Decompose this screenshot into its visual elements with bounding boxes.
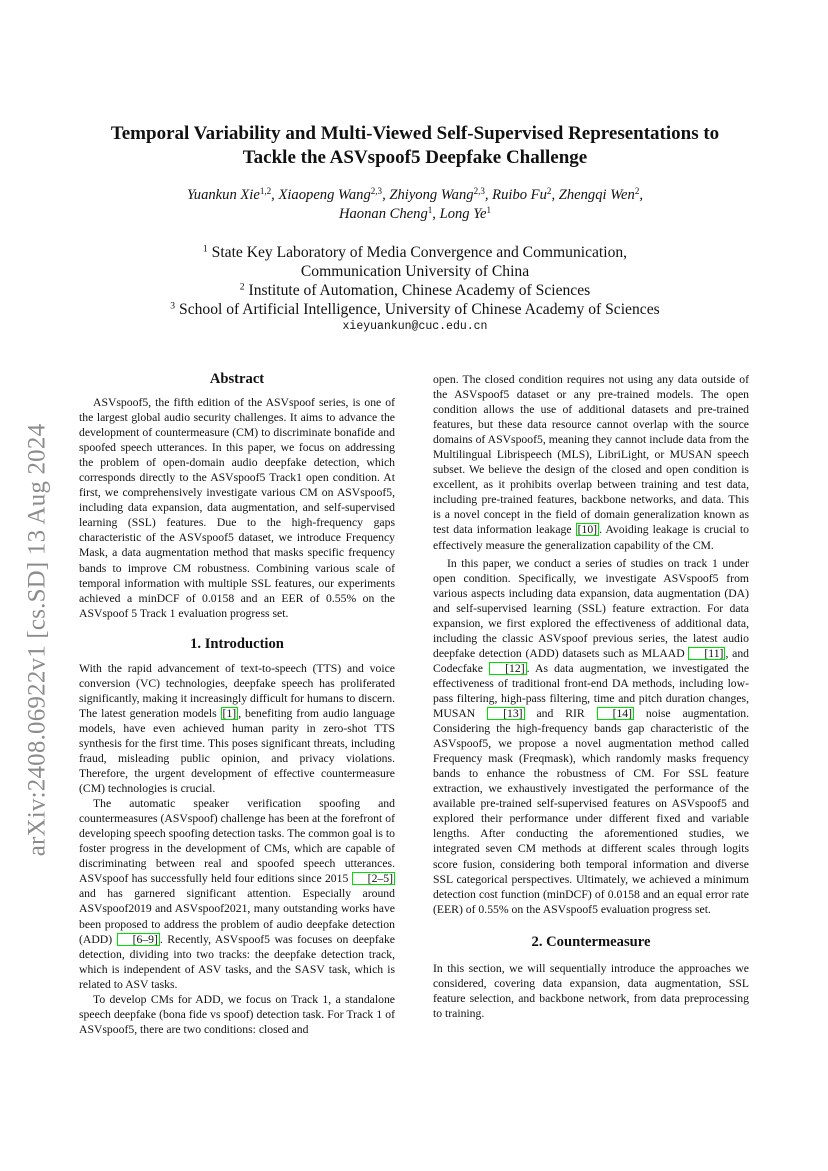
affiliation-2 [80, 281, 750, 300]
affiliation-number: 2 [239, 281, 245, 293]
affiliation-list [80, 243, 750, 319]
author-affiliation-mark: 1 [427, 205, 433, 216]
author-name: Zhengqi Wen [558, 187, 635, 203]
author-affiliation-mark: 2,3 [473, 186, 485, 197]
paper-title [80, 122, 750, 170]
contact-email: xieyuankun@cuc.edu.cn [342, 320, 488, 333]
affiliation-number: 3 [170, 300, 176, 312]
citation-link[interactable]: [10] [577, 523, 598, 537]
author-line-2: Haonan Cheng$^1$, Long Ye$^1$ [338, 205, 492, 222]
intro-paragraph-4: open. The closed condition requires not using any data outside of the ASVspoof5 dataset or any pre-trained models. The open condition allows the use of additional datasets and pre-trained features, but these data resource cannot overlap with the source domains of ASVspoof5, meaning they cannot include data from the Multilingual Librispeech (MLS), LibriLight, or MUSAN speech subset. We believe the design of the closed and open condition is excellent, as it prohibits overlap between training and test data, including pre-trained features, backbone networks, and data. This is a novel concept in the field of domain generalization known as test data information leakage [10] . Avoiding leakage is crucial to effectively measure the generalization capability of the CM. [433, 373, 749, 552]
right-column [433, 372, 749, 1021]
paper-title-line-2: Tackle the ASVspoof5 Deepfake Challenge [242, 147, 588, 168]
citation-link[interactable]: [1] [222, 706, 237, 720]
countermeasure-heading: 2. Countermeasure [531, 933, 651, 950]
author-list [80, 186, 750, 224]
intro-paragraph-3: To develop CMs for ADD, we focus on Track 1, a standalone speech deepfake (bona fide vs spoof) detection task. For Track 1 of ASVspoof5, there are two conditions: closed and [79, 992, 395, 1036]
citation-link[interactable]: [11] [688, 647, 725, 660]
author-line-1: Yuankun Xie$^{1,2}$, Xiaopeng Wang$^{2,3}$, Zhiyong Wang$^{2,3}$, Ruibo Fu$^2$, Zhengqi Wen$^2$, [187, 186, 643, 203]
author-name: Ruibo Fu [492, 187, 547, 203]
affiliation-text: School of Artificial Intelligence, University of Chinese Academy of Sciences [179, 301, 660, 318]
citation-link[interactable]: [13] [487, 707, 524, 720]
affiliation-1 [80, 243, 750, 262]
author-name: Zhiyong Wang [389, 187, 474, 203]
abstract-text: ASVspoof5, the fifth edition of the ASVspoof series, is one of the largest global audio security challenges. It aims to advance the development of countermeasure (CM) to discriminate bonafide and spoofed speech utterances. In this paper, we focus on addressing the problem of open-domain audio deepfake detection, which corresponds directly to the ASVspoof5 Track1 open condition. At first, we comprehensively investigate various CM on ASVspoof5, including data expansion, data augmentation, and self-supervised learning (SSL) features. Due to the high-frequency gaps characteristic of the ASVspoof5 dataset, we introduce Frequency Mask, a data augmentation method that masks specific frequency bands to improve CM robustness. Combining various scale of temporal information with multiple SSL features, our experiments achieved a minDCF of 0.0158 and an EER of 0.55% on the ASVspoof 5 Track 1 evaluation progress set. [79, 396, 395, 620]
citation-link[interactable]: [12] [489, 662, 526, 675]
author-affiliation-mark: 2 [634, 186, 640, 197]
affiliation-text: State Key Laboratory of Media Convergence and Communication, [211, 244, 628, 261]
author-affiliation-mark: 2 [546, 186, 552, 197]
paper-title-line-1: Temporal Variability and Multi-Viewed Self-Supervised Representations to [110, 123, 720, 144]
intro-paragraph-2: The automatic speaker verification spoofing and countermeasures (ASVspoof) challenge has been at the forefront of developing speech spoofing detection tasks. The common goal is to foster progress in the development of CMs, which are capable of discriminating between real and spoofed speech utterances. ASVspoof has successfully held four editions since 2015 [2–5] and has garnered significant attention. Especially around ASVspoof2019 and ASVspoof2021, many outstanding works have been proposed to address the problem of audio deepfake detection (ADD) [6–9] . Recently, ASVspoof5 was focuses on deepfake detection, dividing into two tracks: the deepfake detection track, which is independent of ASV tasks, and the SASV task, which is related to ASV tasks. [79, 797, 395, 991]
citation-link[interactable]: [6–9] [117, 933, 160, 946]
affiliation-1-continued: Communication University of China [300, 263, 530, 280]
intro-paragraph-1: With the rapid advancement of text-to-speech (TTS) and voice conversion (VC) technologies, deepfake speech has proliferated significantly, making it increasingly difficult for humans to discern. The latest generation models [1] , benefiting from audio language models, have even achieved human parity in zero-shot TTS synthesis for the first time. This poses significant threats, including fraud, misleading public opinion, and privacy violations. Therefore, the urgent development of effective countermeasure (CM) technologies is crucial. [79, 661, 395, 796]
author-name: Yuankun Xie [187, 187, 260, 203]
countermeasure-paragraph-1: In this section, we will sequentially introduce the approaches we considered, covering data expansion, data augmentation, SSL feature selection, and backbone network, from data preprocessing to training. [433, 961, 749, 1020]
abstract-heading: Abstract [209, 371, 265, 387]
author-name: Haonan Cheng [338, 206, 428, 222]
author-name: Xiaopeng Wang [278, 187, 371, 203]
citation-link[interactable]: [2–5] [352, 872, 395, 885]
left-column [79, 370, 395, 1037]
affiliation-number: 1 [202, 243, 208, 255]
affiliation-text: Institute of Automation, Chinese Academy of Sciences [248, 282, 591, 299]
arxiv-identifier-stamp [22, 360, 52, 920]
author-affiliation-mark: 1 [486, 205, 492, 216]
intro-paragraph-5: In this paper, we conduct a series of studies on track 1 under open condition. Specifically, we investigate ASVspoof5 from various aspects including data expansion, data augmentation (DA) and self-supervised learning (SSL) feature extraction. For data expansion, we first explored the effectiveness of additional data, including the classic ASVspoof previous series, the latest audio deepfake detection (ADD) datasets such as MLAAD [11] , and Codecfake [12] . As data augmentation, we investigated the effectiveness of traditional front-end DA methods, including low-pass filtering, high-pass filtering, time and pitch duration changes, MUSAN [13] and RIR [14] noise augmentation. Considering the high-frequency bands gap characteristic of the ASVspoof5, we propose a novel augmentation method called Frequency mask (Freqmask), which randomly masks frequency bands to enhance the robustness of CM. For SSL feature extraction, we exhaustively investigated the performance of the available pre-trained self-supervised features on ASVspoof5 and explored their performance under different fixed and variable lengths. After conducting the aforementioned studies, we integrated seven CM methods at different scales through logits score fusion, considering both temporal information and diverse SSL categorical perspectives. Ultimately, we achieved a minimum detection cost function (minDCF) of 0.0158 and an equal error rate (EER) of 0.55% on the ASVspoof5 evaluation progress set. [433, 556, 750, 916]
author-name: Long Ye [439, 206, 487, 222]
author-affiliation-mark: 2,3 [370, 186, 383, 197]
author-affiliation-mark: 1,2 [259, 186, 272, 197]
citation-link[interactable]: [14] [597, 707, 634, 720]
arxiv-identifier-text: arXiv:2408.06922v1 [cs.SD] 13 Aug 2024 [23, 423, 51, 857]
introduction-heading: 1. Introduction [190, 635, 284, 652]
affiliation-3 [80, 300, 750, 319]
